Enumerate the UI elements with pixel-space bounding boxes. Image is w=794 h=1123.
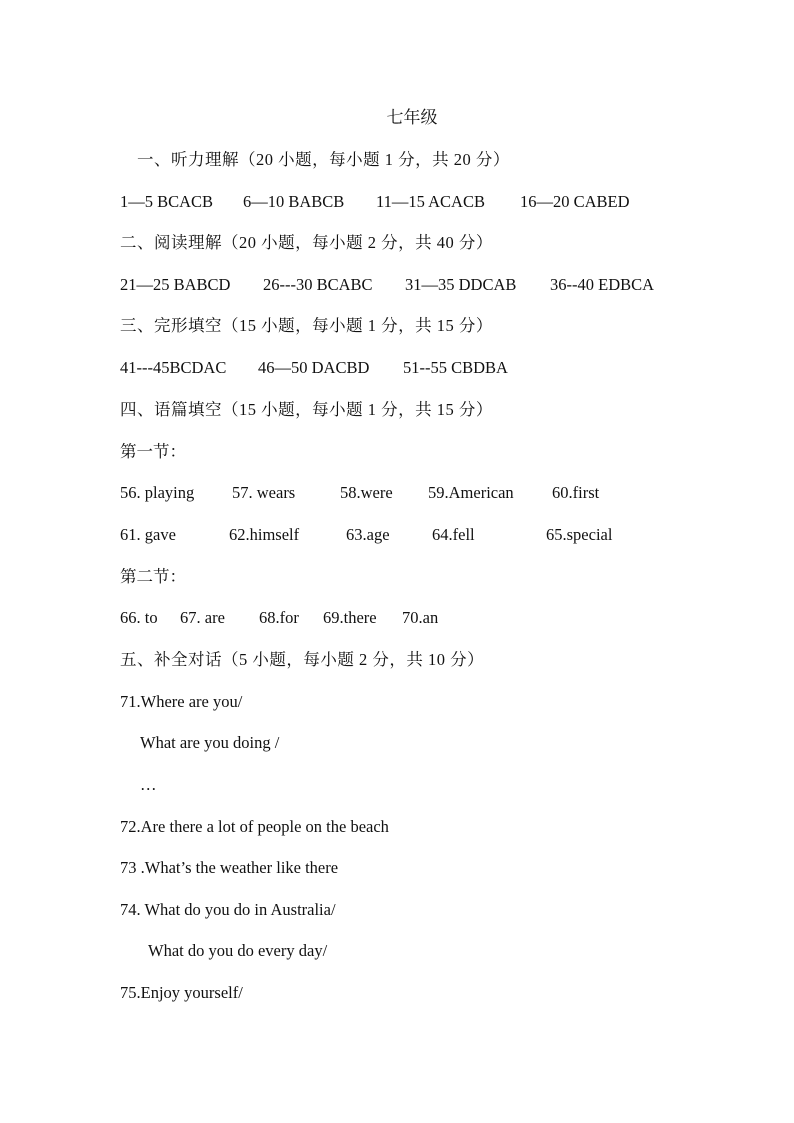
answer-row-cloze — [120, 358, 540, 378]
answer-row-part1-b — [120, 525, 640, 545]
answer-item: 31—35 DDCAB — [405, 275, 517, 294]
answer-item: 64.fell — [432, 525, 475, 544]
answer-item: 67. are — [180, 608, 225, 627]
dialogue-answer: 73 .What’s the weather like there — [120, 858, 339, 877]
answer-item: 46—50 DACBD — [258, 358, 370, 377]
section-heading-listening: 一、听力理解（20 小题，每小题 1 分，共 20 分） — [137, 150, 510, 169]
dialogue-answer: 75.Enjoy yourself/ — [120, 983, 243, 1002]
answer-item: 61. gave — [120, 525, 176, 544]
answer-row-part1-a — [120, 483, 640, 503]
answer-item: 58.were — [340, 483, 393, 502]
dialogue-answer: What do you do every day/ — [148, 941, 328, 960]
answer-item: 11—15 ACACB — [376, 192, 485, 211]
section-heading-cloze: 三、完形填空（15 小题，每小题 1 分，共 15 分） — [120, 316, 493, 335]
answer-item: 62.himself — [229, 525, 300, 544]
dialogue-answer: … — [140, 775, 157, 794]
answer-item: 51--55 CBDBA — [403, 358, 508, 377]
answer-item: 6—10 BABCB — [243, 192, 345, 211]
section-heading-passage-fill: 四、语篇填空（15 小题，每小题 1 分，共 15 分） — [120, 400, 493, 419]
answer-item: 16—20 CABED — [520, 192, 630, 211]
dialogue-answer: What are you doing / — [140, 733, 280, 752]
page-title: 七年级 — [386, 108, 438, 127]
answer-item: 70.an — [402, 608, 439, 627]
part-label-2: 第二节： — [120, 567, 186, 586]
answer-row-part2 — [120, 608, 460, 628]
dialogue-answer: 74. What do you do in Australia/ — [120, 900, 336, 919]
answer-item: 63.age — [346, 525, 390, 544]
answer-item: 69.there — [323, 608, 377, 627]
answer-item: 65.special — [546, 525, 613, 544]
answer-item: 36--40 EDBCA — [550, 275, 655, 294]
dialogue-answer: 71.Where are you/ — [120, 692, 243, 711]
answer-item: 66. to — [120, 608, 158, 627]
answer-item: 59.American — [428, 483, 514, 502]
answer-item: 41---45BCDAC — [120, 358, 227, 377]
answer-item: 60.first — [552, 483, 600, 502]
part-label-1: 第一节： — [120, 442, 186, 461]
answer-row-reading — [120, 275, 680, 295]
answer-item: 26---30 BCABC — [263, 275, 373, 294]
answer-item: 21—25 BABCD — [120, 275, 231, 294]
answer-item: 68.for — [259, 608, 299, 627]
section-heading-reading: 二、阅读理解（20 小题，每小题 2 分，共 40 分） — [120, 233, 493, 252]
answer-item: 1—5 BCACB — [120, 192, 214, 211]
dialogue-answer: 72.Are there a lot of people on the beach — [120, 817, 389, 836]
answer-row-listening — [120, 192, 680, 212]
answer-item: 57. wears — [232, 483, 296, 502]
answer-item: 56. playing — [120, 483, 195, 502]
section-heading-dialogue: 五、补全对话（5 小题，每小题 2 分，共 10 分） — [120, 650, 485, 669]
